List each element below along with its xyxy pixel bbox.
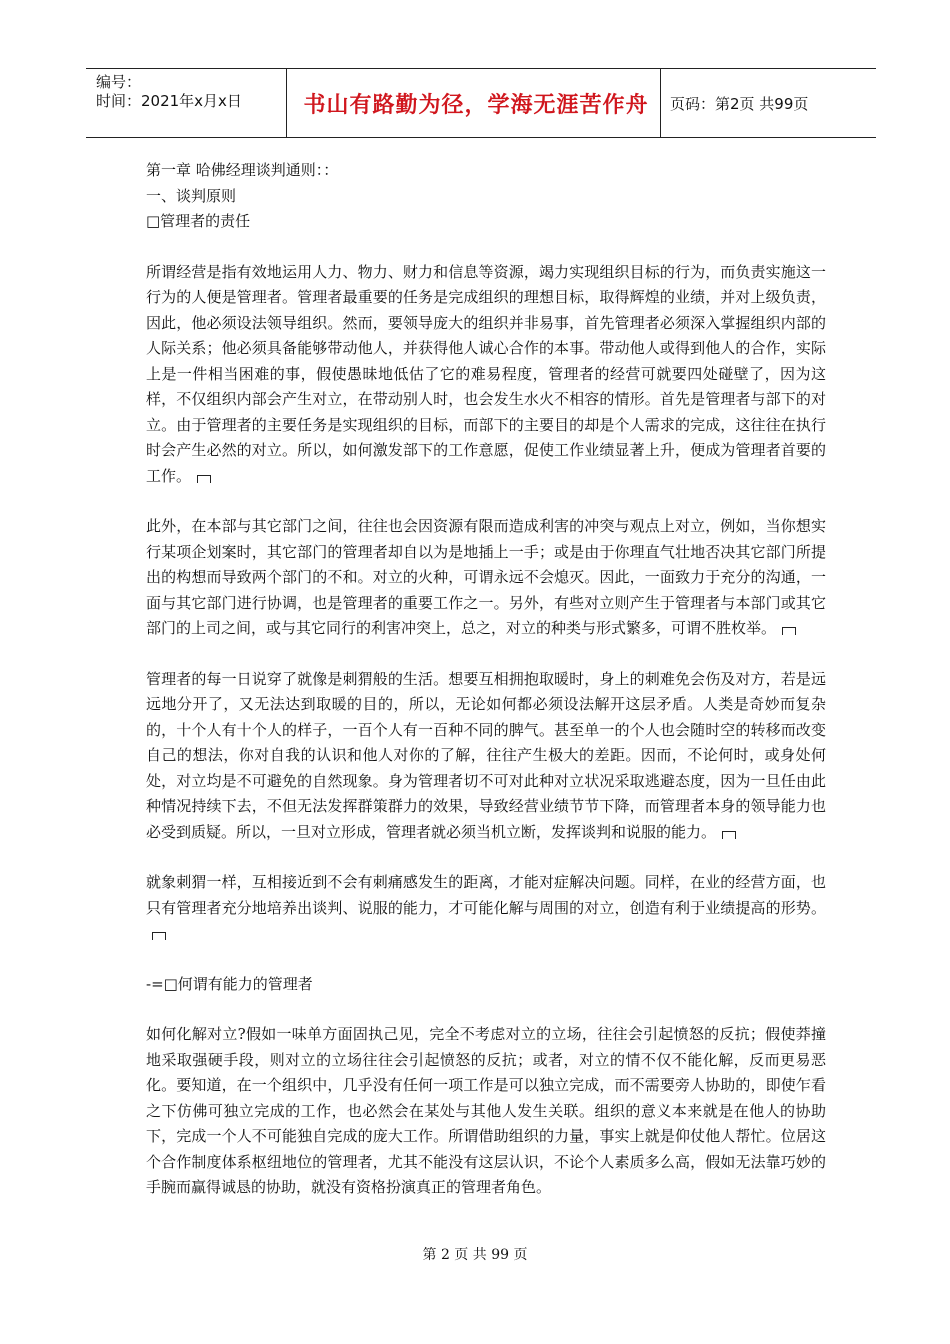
page-footer: 第 2 页 共 99 页 (422, 1247, 528, 1263)
document-body (146, 158, 826, 1226)
header-time: 时间：2021年x月x日 (96, 92, 242, 110)
paragraph-return-mark (782, 627, 796, 635)
header-divider-right (660, 69, 661, 137)
paragraph-return-mark (197, 475, 211, 483)
subsection-heading: □管理者的责任 (146, 212, 251, 230)
body-paragraph: 此外，在本部与其它部门之间，往往也会因资源有限而造成利害的冲突与观点上对立，例如，当你想实行某项企划案时，其它部门的管理者却自以为是地插上一手；或是由于你理直气壮地否决其它部门所提出的构想而导致两个部门的不和。对立的火种，可谓永远不会熄灭。因此，一面致力于充分的沟通，一面与其它部门进行协调，也是管理者的重要工作之一。另外，有些对立则产生于管理者与本部门或其它部门的上司之间，或与其它同行的利害冲突上，总之，对立的种类与形式繁多，可谓不胜枚举。 (146, 517, 826, 637)
header-divider-left (286, 69, 287, 137)
header-page-info: 页码：第2页 共99页 (670, 94, 809, 113)
subsection-heading: -=□何谓有能力的管理者 (146, 974, 313, 993)
document-header (86, 68, 876, 138)
paragraph-return-mark (152, 932, 166, 940)
chapter-title: 第一章 哈佛经理谈判通则：： (146, 161, 339, 179)
header-motto: 书山有路勤为径，学海无涯苦作舟 (303, 92, 649, 118)
header-number-label: 编号： (96, 73, 142, 91)
body-paragraph: 如何化解对立?假如一味单方面固执己见，完全不考虑对立的立场，往往会引起愤怒的反抗；假使莽撞地采取强硬手段，则对立的立场往往会引起愤怒的反抗；或者，对立的情不仅不能化解，反而更易恶化。要知道，在一个组织中，几乎没有任何一项工作是可以独立完成，而不需要旁人协助的，即使乍看之下仿佛可独立完成的工作，也必然会在某处与其他人发生关联。组织的意义本来就是在他人的协助下，完成一个人不可能独自完成的庞大工作。所谓借助组织的力量，事实上就是仰仗他人帮忙。位居这个合作制度体系枢纽地位的管理者，尤其不能没有这层认识，不论个人素质多么高，假如无法靠巧妙的手腕而赢得诚恳的协助，就没有资格扮演真正的管理者角色。 (146, 1025, 826, 1196)
paragraph-return-mark (722, 831, 736, 839)
header-meta (96, 73, 286, 111)
body-paragraph: 所谓经营是指有效地运用人力、物力、财力和信息等资源，竭力实现组织目标的行为，而负责实施这一行为的人便是管理者。管理者最重要的任务是完成组织的理想目标，取得辉煌的业绩，并对上级负责，因此，他必须设法领导组织。然而，要领导庞大的组织并非易事，首先管理者必须深入掌握组织内部的人际关系；他必须具备能够带动他人，并获得他人诚心合作的本事。带动他人或得到他人的合作，实际上是一件相当困难的事，假使愚昧地低估了它的难易程度，管理者的经营可就要四处碰壁了，因为这样，不仅组织内部会产生对立，在带动别人时，也会发生水火不相容的情形。首先是管理者与部下的对立。由于管理者的主要任务是实现组织的目标，而部下的主要目的却是个人需求的完成，这往往在执行时会产生必然的对立。所以，如何激发部下的工作意愿，促使工作业绩显著上升，便成为管理者首要的工作。 (146, 262, 826, 485)
body-paragraph: 管理者的每一日说穿了就像是刺猬般的生活。想要互相拥抱取暖时，身上的刺难免会伤及对方，若是远远地分开了，又无法达到取暖的目的，所以，无论如何都必须设法解开这层矛盾。人类是奇妙而复杂的，十个人有十个人的样子，一百个人有一百种不同的脾气。甚至单一的个人也会随时空的转移而改变自己的想法，你对自我的认识和他人对你的了解，往往产生极大的差距。因而，不论何时，或身处何处，对立均是不可避免的自然现象。身为管理者切不可对此种对立状况采取逃避态度，因为一旦任由此种情况持续下去，不但无法发挥群策群力的效果，导致经营业绩节节下降，而管理者本身的领导能力也必受到质疑。所以，一旦对立形成，管理者就必须当机立断，发挥谈判和说服的能力。 (146, 669, 826, 841)
body-paragraph: 就象刺猬一样，互相接近到不会有刺痛感发生的距离，才能对症解决问题。同样，在业的经营方面，也只有管理者充分地培养出谈判、说服的能力，才可能化解与周围的对立，创造有利于业绩提高的形势。 (146, 870, 826, 947)
section-title: 一、谈判原则 (146, 186, 237, 205)
